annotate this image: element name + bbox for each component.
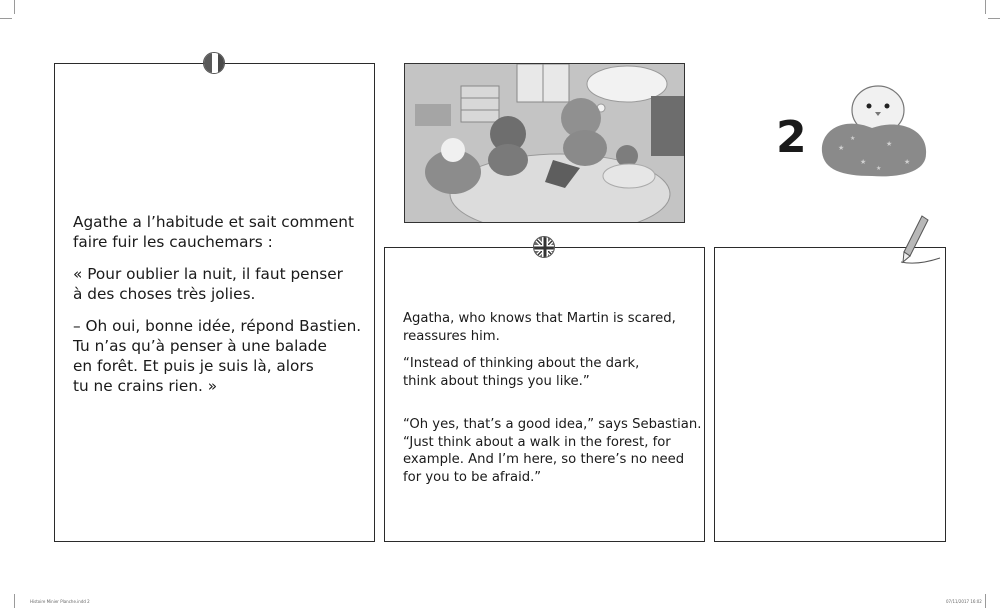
svg-text:★: ★ [850, 135, 856, 142]
english-paragraph: “Oh yes, that’s a good idea,” says Sebastian. “Just think about a walk in the forest, for example. And I’m here, so there’s no need for you to be afraid.” [403, 417, 702, 485]
french-flag-icon [203, 52, 225, 74]
chick-under-blanket-illustration [816, 72, 930, 182]
french-paragraph: Agathe a l’habitude et sait comment faire fuir les cauchemars : [73, 213, 354, 251]
english-text [403, 310, 703, 496]
crop-mark [14, 0, 15, 14]
crop-mark [0, 18, 12, 19]
crop-mark [985, 0, 986, 14]
footer-slug-left: Histoire Minier Planche.indd 2 [30, 599, 90, 604]
french-paragraph: « Pour oublier la nuit, il faut penser à des choses très jolies. [73, 265, 343, 303]
svg-text:★: ★ [904, 158, 911, 166]
crop-mark [988, 18, 1000, 19]
page-number: 2 [776, 112, 807, 163]
french-paragraph: – Oh oui, bonne idée, répond Bastien. Tu n’as qu’à penser à une balade en forêt. Et puis je suis là, alors tu ne crains rien. » [73, 317, 362, 395]
french-text [73, 212, 373, 408]
crop-mark [985, 594, 986, 608]
illustration-bedroom-animals [404, 63, 685, 223]
english-paragraph: Agatha, who knows that Martin is scared, reassures him. [403, 311, 676, 344]
svg-text:★: ★ [886, 140, 893, 148]
svg-text:★: ★ [838, 144, 845, 152]
pencil-icon [898, 214, 944, 266]
footer-slug-right: 07/11/2017 16:02 [946, 599, 982, 604]
english-text-card [384, 247, 705, 542]
svg-text:★: ★ [876, 165, 882, 172]
english-paragraph: “Instead of thinking about the dark, think about things you like.” [403, 356, 640, 389]
french-text-card [54, 63, 375, 542]
writing-card[interactable] [714, 247, 946, 542]
crop-mark [14, 594, 15, 608]
svg-text:★: ★ [860, 158, 867, 166]
union-jack-flag-icon [533, 236, 555, 258]
